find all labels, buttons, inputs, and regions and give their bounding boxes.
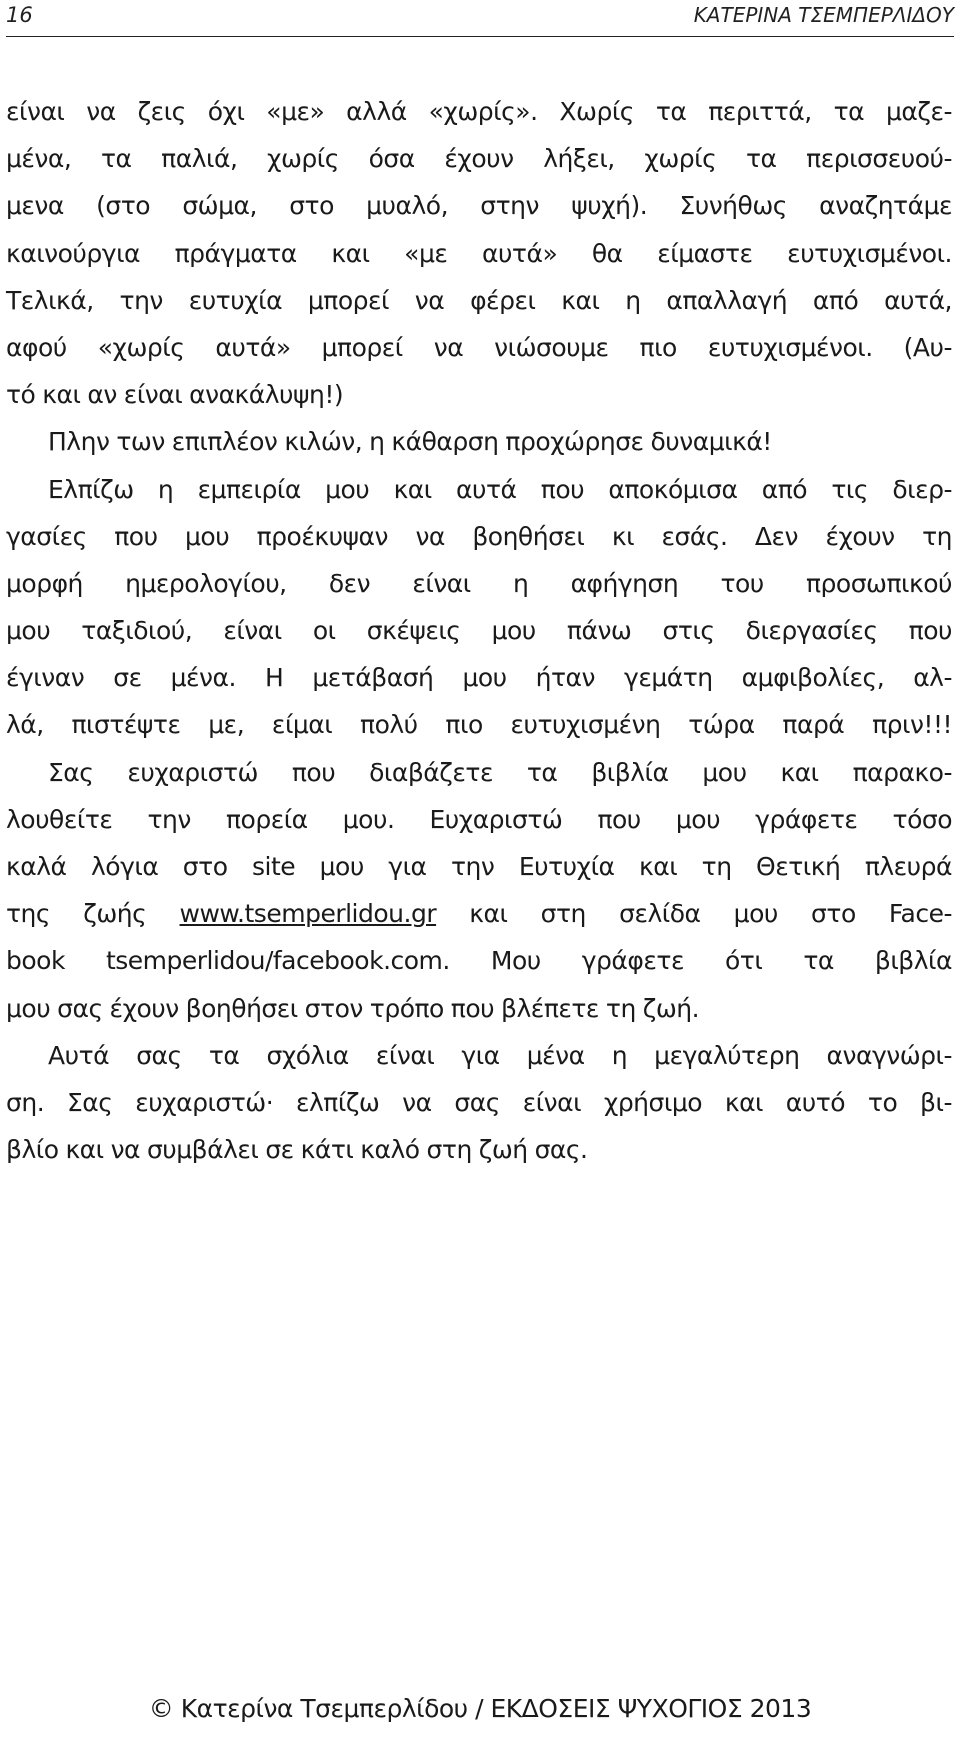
running-head: ΚΑΤΕΡΙΝΑ ΤΣΕΜΠΕΡΛΙΔΟΥ (693, 3, 954, 27)
text-line: Πλην των επιπλέον κιλών, η κάθαρση προχώρησε δυναμικά! (48, 427, 772, 457)
text-line: μου σας έχουν βοηθήσει στον τρόπο που βλέπετε τη ζωή. (6, 993, 700, 1023)
text-line: μορφή ημερολογίου, δεν είναι η αφήγηση του προσωπικού (6, 568, 952, 598)
text-line: αφού «χωρίς αυτά» μπορεί να νιώσουμε πιο ευτυχισμένοι. (Αυ- (6, 332, 952, 362)
body-text (6, 88, 952, 1173)
text-line: γασίες που μου προέκυψαν να βοηθήσει κι εσάς. Δεν έχουν τη (6, 521, 952, 551)
text-line: Αυτά σας τα σχόλια είναι για μένα η μεγαλύτερη αναγνώρι- (48, 1040, 952, 1070)
website-link[interactable]: www.tsemperlidou.gr (179, 899, 437, 929)
page-number: 16 (6, 3, 33, 27)
text-line: καλά λόγια στο site μου για την Ευτυχία και τη Θετική πλευρά (6, 852, 952, 881)
text-line: είναι να ζεις όχι «με» αλλά «χωρίς». Χωρίς τα περιττά, τα μαζε- (6, 97, 952, 126)
text-line: λά, πιστέψτε με, είμαι πολύ πιο ευτυχισμένη τώρα παρά πριν!!! (6, 710, 952, 740)
text-line: τό και αν είναι ανακάλυψη!) (6, 380, 344, 410)
page-header (6, 0, 954, 37)
text-line: Σας ευχαριστώ που διαβάζετε τα βιβλία μου και παρακο- (48, 757, 952, 787)
text-line: μου ταξιδιού, είναι οι σκέψεις μου πάνω στις διεργασίες που (6, 616, 952, 646)
text-line (6, 890, 952, 937)
copyright-footer: © Κατερίνα Τσεμπερλίδου / ΕΚΔΟΣΕΙΣ ΨΥΧΟΓΙΟΣ 2013 (148, 1694, 812, 1723)
text-line-start: της ζωής (6, 899, 180, 929)
text-line: ση. Σας ευχαριστώ· ελπίζω να σας είναι χρήσιμο και αυτό το βι- (6, 1087, 952, 1117)
text-line-end: και στη σελίδα μου στο Face- (436, 899, 952, 929)
text-line: μενα (στο σώμα, στο μυαλό, στην ψυχή). Συνήθως αναζητάμε (6, 191, 952, 221)
text-line: έγιναν σε μένα. Η μετάβασή μου ήταν γεμάτη αμφιβολίες, αλ- (6, 663, 952, 693)
text-line: book tsemperlidou/facebook.com. Μου γράφετε ότι τα βιβλία (6, 946, 952, 976)
text-line: Τελικά, την ευτυχία μπορεί να φέρει και η απαλλαγή από αυτά, (6, 285, 952, 315)
text-line: Ελπίζω η εμπειρία μου και αυτά που αποκόμισα από τις διερ- (48, 474, 952, 504)
text-line: λουθείτε την πορεία μου. Ευχαριστώ που μου γράφετε τόσο (6, 804, 952, 834)
text-line: βλίο και να συμβάλει σε κάτι καλό στη ζωή σας. (6, 1135, 588, 1165)
text-line: καινούργια πράγματα και «με αυτά» θα είμαστε ευτυχισμένοι. (6, 238, 952, 268)
text-line: μένα, τα παλιά, χωρίς όσα έχουν λήξει, χωρίς τα περισσευού- (6, 144, 952, 174)
